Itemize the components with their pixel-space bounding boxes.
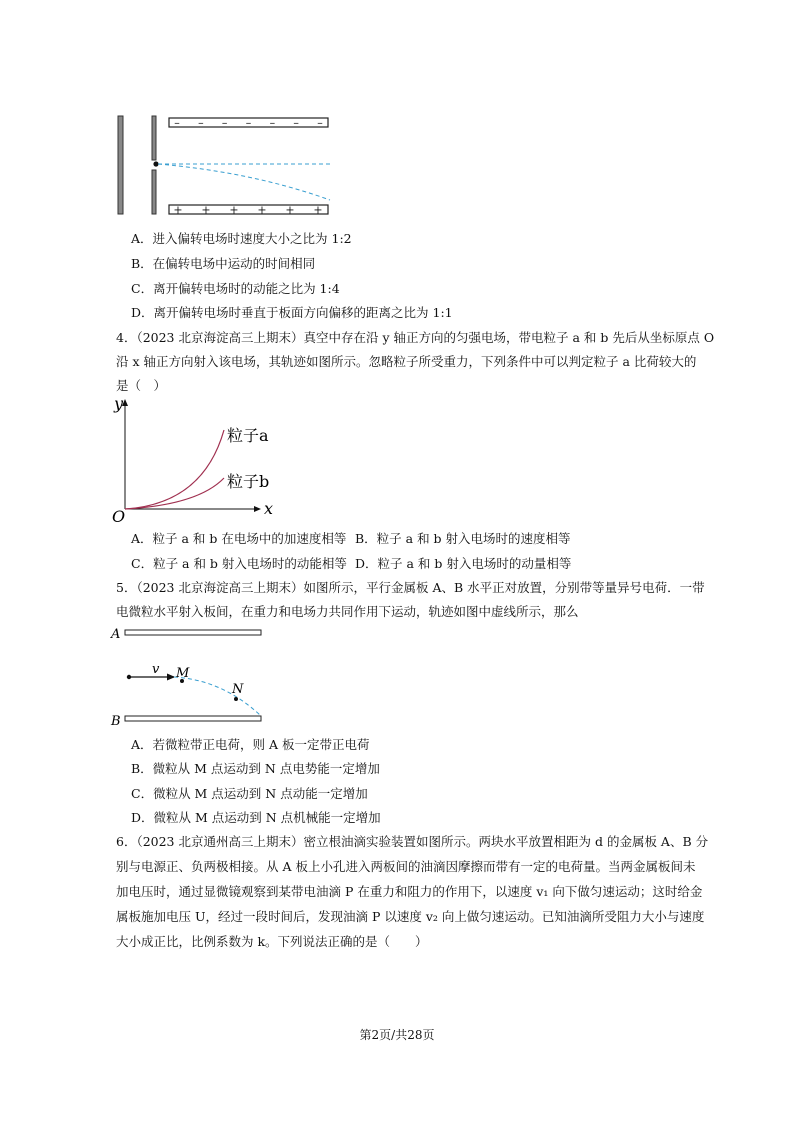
y-axis-label: y [114,394,124,413]
q3-option-a: A．进入偏转电场时速度大小之比为 1:2 [131,231,352,246]
accelerating-plate-left [118,116,123,214]
plate-a [125,630,261,635]
particle-source-dot [153,161,158,166]
q4-trajectory-figure [108,392,283,524]
accelerating-plate-right-upper [152,116,156,160]
q5-option-c: C．微粒从 M 点运动到 N 点动能一定增加 [131,786,368,801]
q4-option-c: C．粒子 a 和 b 射入电场时的动能相等 [131,556,347,571]
velocity-label: v [152,662,160,677]
accelerating-plate-right-lower [152,170,156,214]
q6-stem-line4: 属板施加电压 U，经过一段时间后，发现油滴 P 以速度 v₂ 向上做匀速运动。已知油滴所受阻力大小与速度 [116,909,705,924]
page-footer: 第2页/共28页 [359,1028,435,1042]
q6-stem-line3: 加电压时，通过显微镜观察到某带电油滴 P 在重力和阻力的作用下，以速度 v₁ 向下做匀速运动；这时给金 [116,884,703,899]
origin-label: O [112,507,126,524]
x-axis-label: x [264,499,274,518]
curve-b [125,478,224,509]
q4-stem-line2: 沿 x 轴正方向射入该电场，其轨迹如图所示。忽略粒子所受重力，下列条件中可以判定粒子 a 比荷较大的 [116,354,697,369]
q3-option-c: C．离开偏转电场时的动能之比为 1:4 [131,281,340,296]
q5-option-d: D．微粒从 M 点运动到 N 点机械能一定增加 [131,810,381,825]
q4-option-b: B．粒子 a 和 b 射入电场时的速度相等 [355,531,571,546]
q4-stem-line3: 是（ ） [116,378,167,393]
positive-sign: + [257,203,267,217]
plate-a-label: A [111,627,121,642]
negative-sign: – [293,116,299,130]
q4-option-a: A．粒子 a 和 b 在电场中的加速度相等 [131,531,347,546]
point-n-label: N [232,682,244,697]
q3-option-b: B．在偏转电场中运动的时间相同 [131,256,316,271]
negative-sign: – [317,116,323,130]
q3-option-d: D．离开偏转电场时垂直于板面方向偏移的距离之比为 1:1 [131,305,453,320]
q5-option-b: B．微粒从 M 点运动到 N 点电势能一定增加 [131,761,380,776]
positive-sign: + [285,203,295,217]
point-n [234,697,238,701]
q5-option-a: A．若微粒带正电荷，则 A 板一定带正电荷 [131,737,370,752]
negative-sign: – [198,116,204,130]
positive-sign: + [313,203,323,217]
positive-sign: + [201,203,211,217]
plate-b [125,716,261,721]
q6-stem-line2: 别与电源正、负两极相接。从 A 板上小孔进入两板间的油滴因摩擦而带有一定的电荷量。当两金属板间未 [116,859,696,874]
positive-sign: + [173,203,183,217]
deflected-trajectory [158,164,330,200]
curve-a [125,430,224,509]
deflection-plates-figure [112,112,337,222]
negative-sign: – [245,116,252,130]
positive-sign: + [229,203,239,217]
deflection-plate-bottom [169,205,328,214]
point-m-label: M [176,666,190,681]
q5-stem-line2: 电微粒水平射入板间，在重力和电场力共同作用下运动，轨迹如图中虚线所示，那么 [116,604,579,619]
q6-stem-line1: 6．（2023 北京通州高三上期末）密立根油滴实验装置如图所示。两块水平放置相距为 d 的金属板 A、B 分 [116,834,709,849]
curve-b-label: 粒子b [227,472,270,491]
q5-stem-line1: 5．（2023 北京海淀高三上期末）如图所示，平行金属板 A、B 水平正对放置，分别带等量异号电荷．一带 [116,580,705,595]
q5-plates-figure [108,624,273,728]
q6-stem-line5: 大小成正比，比例系数为 k。下列说法正确的是（ ） [116,934,428,949]
negative-sign: – [174,116,180,130]
plate-b-label: B [111,714,121,728]
negative-sign: – [269,116,276,130]
negative-sign: – [221,116,228,130]
curve-a-label: 粒子a [227,426,269,445]
q4-option-d: D．粒子 a 和 b 射入电场时的动量相等 [355,556,572,571]
droplet-trajectory [174,677,261,716]
q4-stem-line1: 4．（2023 北京海淀高三上期末）真空中存在沿 y 轴正方向的匀强电场，带电粒子 a 和 b 先后从坐标原点 O [116,330,715,345]
